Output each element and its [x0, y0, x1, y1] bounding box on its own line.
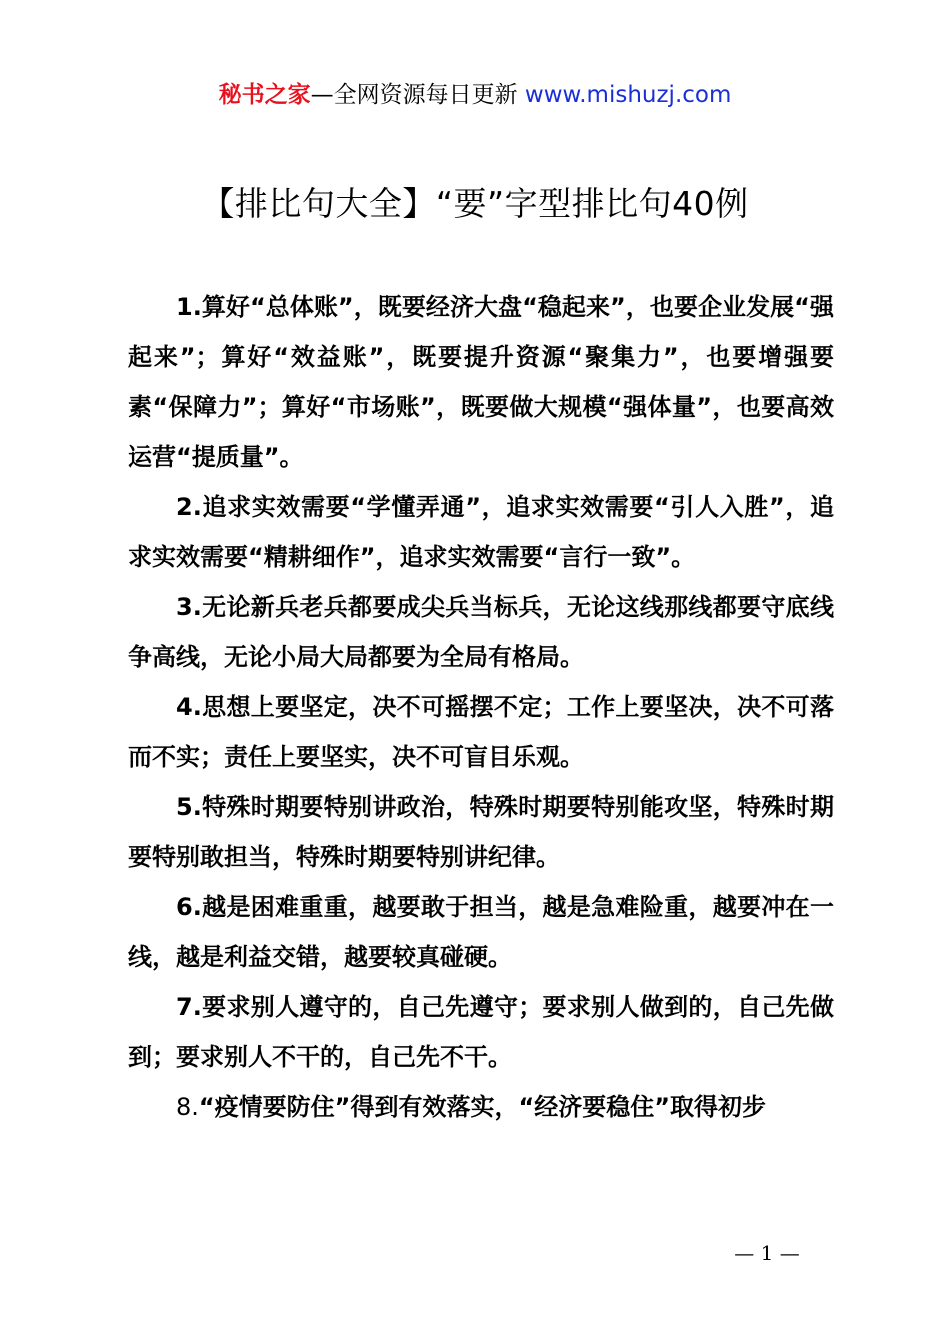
document-title: 【排比句大全】“要”字型排比句40例: [201, 184, 749, 223]
paragraph-number: 5.: [176, 793, 202, 821]
paragraph-5: [128, 782, 834, 882]
paragraph-2: [128, 482, 834, 582]
paragraph-1: [128, 282, 834, 482]
site-header: [0, 80, 950, 110]
page-number: — 1 —: [734, 1241, 800, 1265]
paragraph-text: 追求实效需要“学懂弄通”，追求实效需要“引人入胜”，追求实效需要“精耕细作”，追求实效需要“言行一致”。: [128, 493, 834, 571]
paragraph-number: 6.: [176, 893, 202, 921]
paragraph-8: [128, 1082, 834, 1132]
paragraph-text: 思想上要坚定，决不可摇摆不定；工作上要坚决，决不可落而不实；责任上要坚实，决不可盲目乐观。: [128, 693, 834, 771]
brand-name: 秘书之家: [218, 82, 311, 108]
paragraph-text: 无论新兵老兵都要成尖兵当标兵，无论这线那线都要守底线争高线，无论小局大局都要为全局有格局。: [128, 593, 834, 671]
paragraph-number: 7.: [176, 993, 202, 1021]
paragraph-6: [128, 882, 834, 982]
paragraph-3: [128, 582, 834, 682]
paragraph-text: 特殊时期要特别讲政治，特殊时期要特别能攻坚，特殊时期要特别敢担当，特殊时期要特别讲纪律。: [128, 793, 834, 871]
paragraph-number: 3.: [176, 593, 202, 621]
paragraph-text: “疫情要防住”得到有效落实，“经济要稳住”取得初步: [198, 1093, 766, 1121]
paragraph-text: 要求别人遵守的，自己先遵守；要求别人做到的，自己先做到；要求别人不干的，自己先不干。: [128, 993, 834, 1071]
paragraph-text: 越是困难重重，越要敢于担当，越是急难险重，越要冲在一线，越是利益交错，越要较真碰硬。: [128, 893, 834, 971]
paragraph-number: 4.: [176, 693, 202, 721]
paragraph-number: 1.: [176, 293, 202, 321]
paragraph-number: 2.: [176, 493, 202, 521]
document-body: [128, 282, 834, 1132]
paragraph-4: [128, 682, 834, 782]
header-tagline: —全网资源每日更新: [310, 82, 518, 108]
paragraph-7: [128, 982, 834, 1082]
paragraph-text: 算好“总体账”，既要经济大盘“稳起来”，也要企业发展“强起来”；算好“效益账”，既要提升资源“聚集力”，也要增强要素“保障力”；算好“市场账”，既要做大规模“强体量”，也要高效运营“提质量”。: [128, 293, 834, 471]
site-url-link[interactable]: www.mishuzj.com: [524, 82, 732, 108]
paragraph-number: 8.: [176, 1093, 199, 1121]
